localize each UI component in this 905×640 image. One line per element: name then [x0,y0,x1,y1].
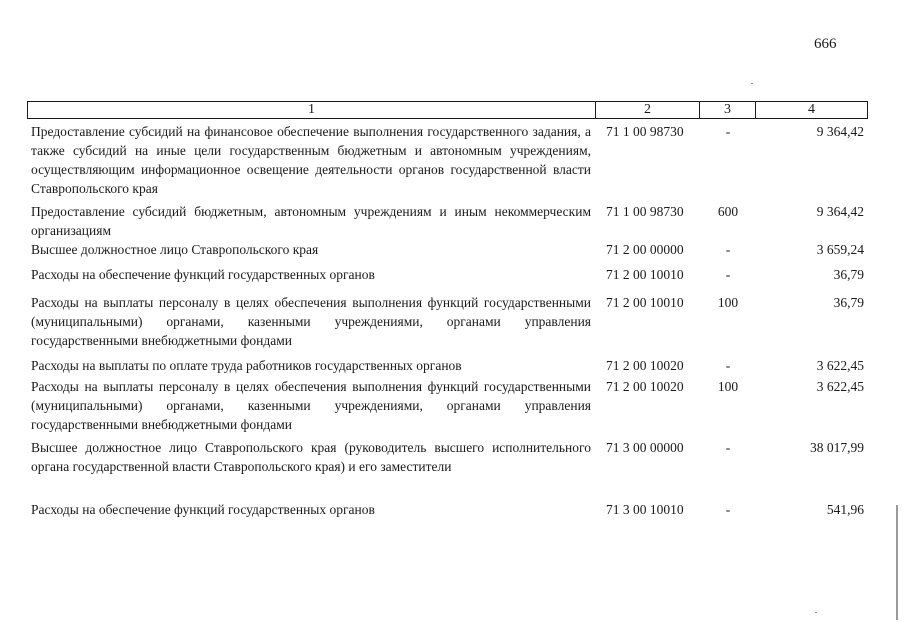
row-description: Расходы на выплаты персоналу в целях обеспечения выполнения функций государственными (муниципальными) органами, казенными учреждениями, органами управления государственными внебюджетными фондами [31,379,591,432]
row-amount: 3 659,24 [816,242,864,257]
page-number: 666 [814,36,837,52]
row-amount: 9 364,42 [816,204,864,219]
row-description: Предоставление субсидий бюджетным, автономным учреждениям и иным некоммерческим организациям [31,204,591,238]
header-cell-3: 3 [700,102,756,118]
row-description: Расходы на обеспечение функций государственных органов [31,502,375,517]
scan-mark [751,83,753,84]
scan-mark [815,612,817,613]
row-description: Предоставление субсидий на финансовое обеспечение выполнения государственного задания, а также субсидий на иные цели государственным бюджетным и автономным учреждениям, осуществляющим информационное освещение деятельности органов государственной власти Ставропольского края [31,124,591,196]
row-amount: 3 622,45 [816,379,864,394]
row-amount: 38 017,99 [810,440,864,455]
row-code: 71 1 00 98730 [606,204,684,219]
table-header-row [27,101,868,119]
row-type: - [725,124,731,139]
row-code: 71 3 00 10010 [606,502,684,517]
row-code: 71 1 00 98730 [606,124,684,139]
header-cell-2: 2 [596,102,700,118]
row-amount: 541,96 [826,502,864,517]
row-description: Расходы на выплаты по оплате труда работников государственных органов [31,358,462,373]
row-code: 71 3 00 00000 [606,440,684,455]
row-type: - [725,242,731,257]
row-code: 71 2 00 10010 [606,295,684,310]
row-description: Расходы на обеспечение функций государственных органов [31,267,375,282]
row-amount: 36,79 [833,267,864,282]
header-cell-4: 4 [808,102,815,117]
row-type: - [725,267,731,282]
row-code: 71 2 00 10010 [606,267,684,282]
row-code: 71 2 00 00000 [606,242,684,257]
row-description: Высшее должностное лицо Ставропольского края [31,242,319,257]
row-type: - [725,502,731,517]
row-amount: 36,79 [833,295,864,310]
row-type: - [725,358,731,373]
row-type: 600 [717,204,739,219]
row-amount: 3 622,45 [816,358,864,373]
row-description: Расходы на выплаты персоналу в целях обеспечения выполнения функций государственными (муниципальными) органами, казенными учреждениями, органами управления государственными внебюджетными фондами [31,295,591,348]
row-type: 100 [717,295,739,310]
row-description: Высшее должностное лицо Ставропольского края (руководитель высшего исполнительного органа государственной власти Ставропольского края) и его заместители [31,440,591,474]
row-code: 71 2 00 10020 [606,379,684,394]
row-code: 71 2 00 10020 [606,358,684,373]
row-type: - [725,440,731,455]
scan-mark [896,505,898,620]
row-amount: 9 364,42 [816,124,864,139]
header-cell-1: 1 [28,102,596,118]
row-type: 100 [717,379,739,394]
